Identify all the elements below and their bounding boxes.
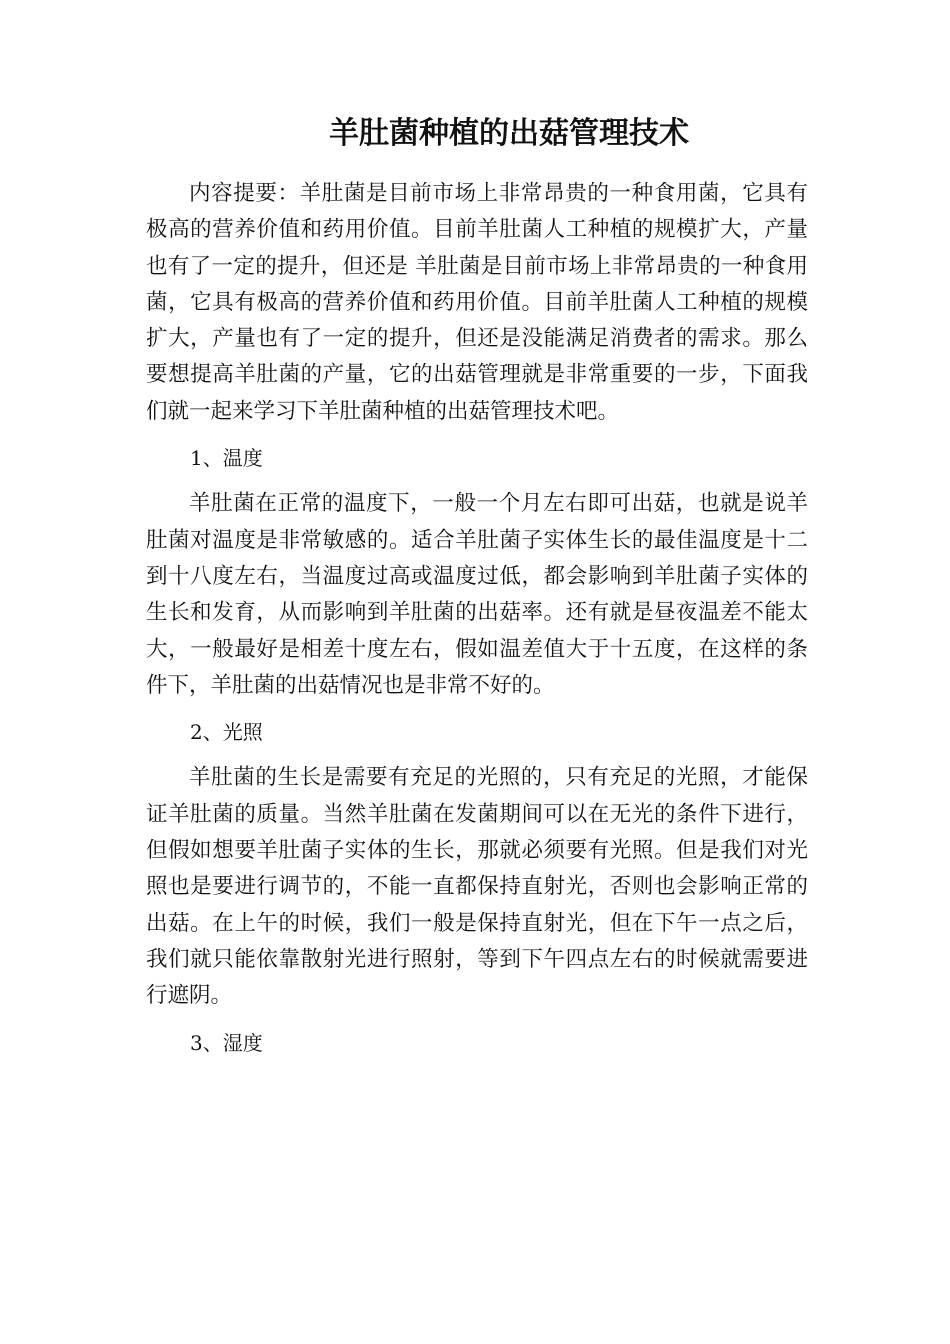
intro-paragraph: 内容提要：羊肚菌是目前市场上非常昂贵的一种食用菌，它具有极高的营养价值和药用价值。目前羊肚菌人工种植的规模扩大，产量也有了一定的提升，但还是 羊肚菌是目前市场上非常昂贵的一种食用菌，它具有极高的营养价值和药用价值。目前羊肚菌人工种植的规模扩大，产量也有了一定的提升，但还是没能满足消费者的需求。那么要想提高羊肚菌的产量，它的出菇管理就是非常重要的一步，下面我们就一起来学习下羊肚菌种植的出菇管理技术吧。 [146, 181, 808, 424]
section-text-light: 羊肚菌的生长是需要有充足的光照的，只有充足的光照，才能保证羊肚菌的质量。当然羊肚菌在发菌期间可以在无光的条件下进行，但假如想要羊肚菌子实体的生长，那就必须要有光照。但是我们对光照也是要进行调节的，不能一直都保持直射光，否则也会影响正常的出菇。在上午的时候，我们一般是保持直射光，但在下午一点之后，我们就只能依靠散射光进行照射，等到下午四点左右的时候就需要进行遮阴。 [146, 765, 808, 1009]
section-heading-temperature: 1、温度 [190, 446, 263, 471]
section-heading-light: 2、光照 [190, 720, 263, 745]
section-text-temperature: 羊肚菌在正常的温度下，一般一个月左右即可出菇，也就是说羊肚菌对温度是非常敏感的。适合羊肚菌子实体生长的最佳温度是十二到十八度左右，当温度过高或温度过低，都会影响到羊肚菌子实体的生长和发育，从而影响到羊肚菌的出菇率。还有就是昼夜温差不能太大，一般最好是相差十度左右，假如温差值大于十五度，在这样的条件下，羊肚菌的出菇情况也是非常不好的。 [146, 491, 808, 698]
section-heading-humidity: 3、湿度 [190, 1030, 263, 1055]
document-title: 羊肚菌种植的出菇管理技术 [329, 116, 689, 151]
document-body [146, 176, 808, 1061]
